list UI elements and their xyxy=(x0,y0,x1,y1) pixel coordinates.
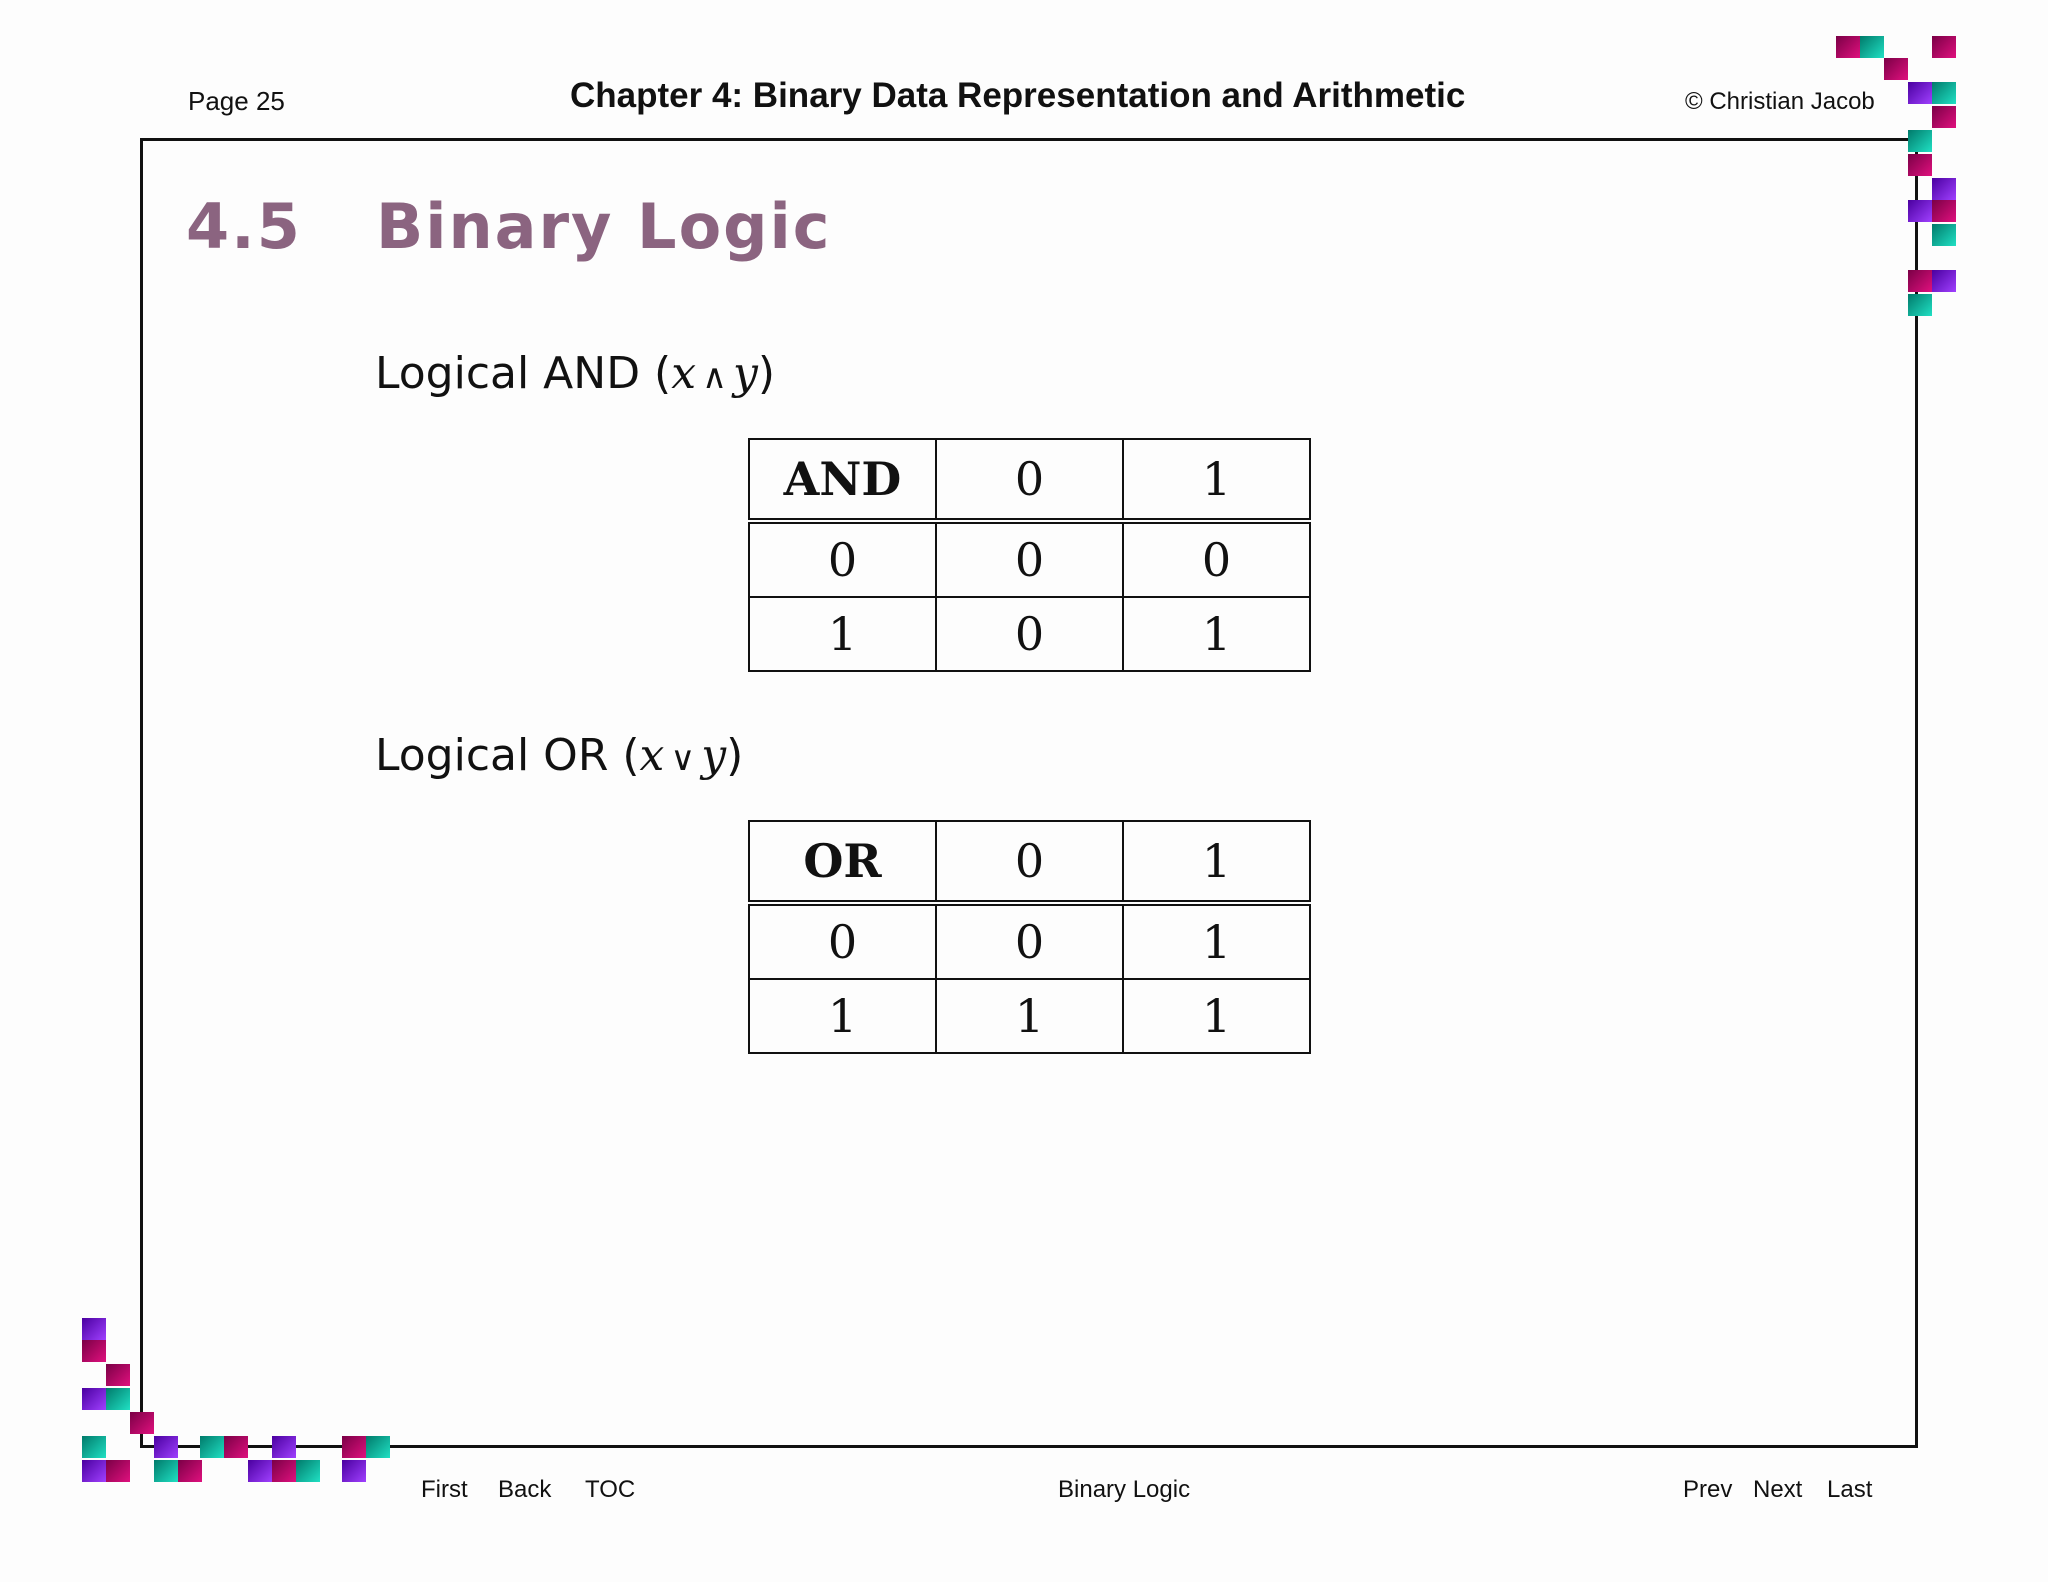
and-cell: 1 xyxy=(1123,597,1310,671)
section-number: 4.5 xyxy=(186,190,302,263)
or-operator: ∨ xyxy=(670,739,696,779)
and-row-label: 1 xyxy=(749,597,936,671)
or-heading xyxy=(375,730,743,781)
and-cell: 0 xyxy=(936,597,1123,671)
nav-back-link[interactable]: Back xyxy=(498,1476,552,1503)
section-title xyxy=(186,190,832,263)
and-var-x: x xyxy=(671,348,697,399)
or-var-x: x xyxy=(639,730,665,781)
or-col-header: 1 xyxy=(1123,821,1310,903)
copyright-notice: © Christian Jacob xyxy=(1685,88,1875,115)
and-col-header: 1 xyxy=(1123,439,1310,521)
or-cell: 1 xyxy=(1123,903,1310,979)
and-heading xyxy=(375,348,775,399)
nav-last-link[interactable]: Last xyxy=(1827,1476,1873,1503)
or-truth-table xyxy=(748,820,1311,1054)
and-row-label: 0 xyxy=(749,521,936,597)
or-cell: 1 xyxy=(936,979,1123,1053)
footer-title: Binary Logic xyxy=(1058,1476,1191,1503)
or-col-header: 0 xyxy=(936,821,1123,903)
or-row-label: 0 xyxy=(749,903,936,979)
and-cell: 0 xyxy=(1123,521,1310,597)
or-table-corner: OR xyxy=(749,821,936,903)
and-table-corner: AND xyxy=(749,439,936,521)
section-name: Binary Logic xyxy=(376,190,832,263)
or-var-y: y xyxy=(701,730,727,781)
chapter-title: Chapter 4: Binary Data Representation and Arithmetic xyxy=(570,76,1466,115)
and-operator: ∧ xyxy=(702,357,727,397)
and-heading-prefix: Logical AND ( xyxy=(375,348,672,399)
slide-frame xyxy=(140,138,1918,1448)
nav-prev-link[interactable]: Prev xyxy=(1683,1476,1733,1503)
page-number: Page 25 xyxy=(188,86,285,116)
or-heading-prefix: Logical OR ( xyxy=(375,730,640,781)
and-truth-table xyxy=(748,438,1311,672)
and-cell: 0 xyxy=(936,521,1123,597)
nav-next-link[interactable]: Next xyxy=(1753,1476,1803,1503)
or-heading-suffix: ) xyxy=(726,730,744,781)
or-cell: 1 xyxy=(1123,979,1310,1053)
nav-first-link[interactable]: First xyxy=(421,1476,468,1503)
or-row-label: 1 xyxy=(749,979,936,1053)
or-cell: 0 xyxy=(936,903,1123,979)
and-heading-suffix: ) xyxy=(757,348,775,399)
and-col-header: 0 xyxy=(936,439,1123,521)
and-var-y: y xyxy=(732,348,758,399)
nav-toc-link[interactable]: TOC xyxy=(585,1476,636,1503)
